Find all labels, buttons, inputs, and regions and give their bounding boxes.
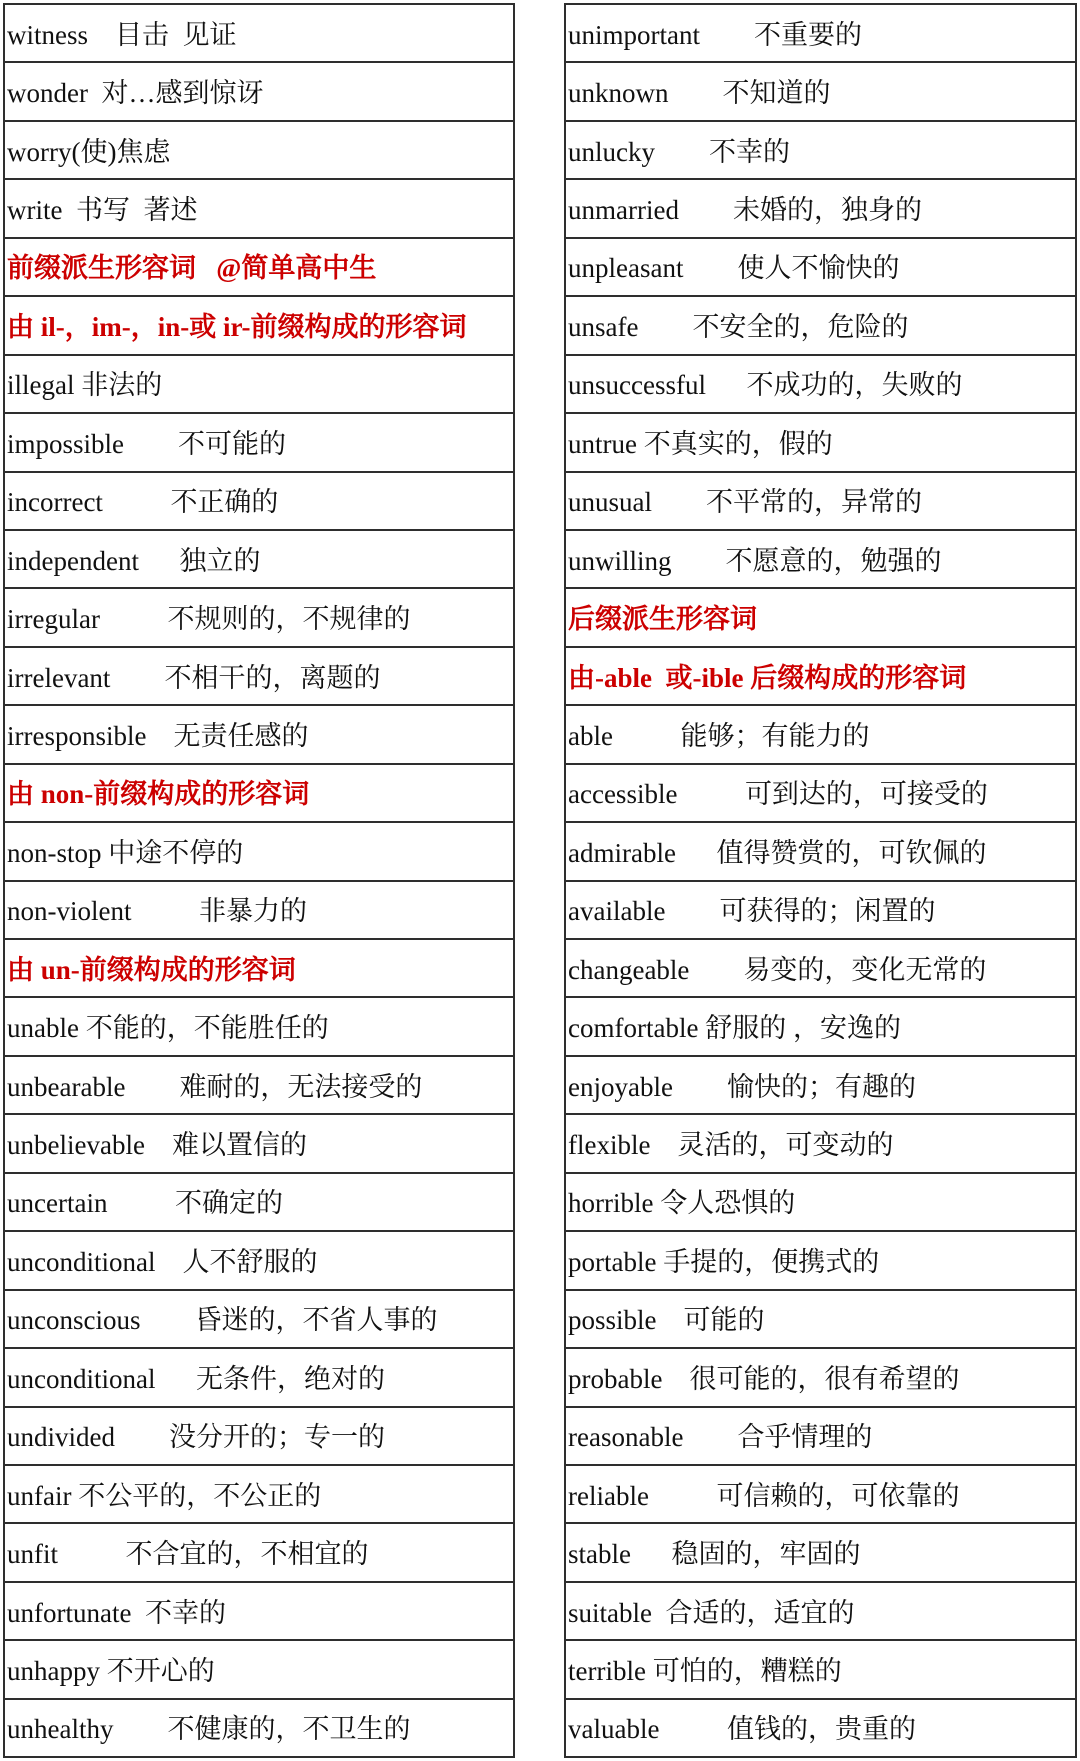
term: probable	[568, 1363, 663, 1394]
vocab-row	[566, 178, 1075, 236]
section-heading	[5, 938, 513, 996]
vocab-row	[566, 237, 1075, 295]
vocab-row	[5, 120, 513, 178]
spacing	[88, 22, 115, 49]
vocab-row	[566, 1055, 1075, 1113]
meaning: 不安全的，危险的	[692, 311, 909, 342]
term: accessible	[568, 779, 678, 810]
term: incorrect	[7, 487, 103, 518]
vocab-row	[566, 1347, 1075, 1405]
meaning: 使人不愉快的	[737, 253, 900, 284]
meaning: 很可能的，很有希望的	[689, 1363, 960, 1394]
term: unfair	[7, 1480, 72, 1511]
spacing	[662, 1366, 689, 1393]
term: unbelievable	[7, 1130, 145, 1161]
meaning: 不合宜的，不相宜的	[125, 1539, 369, 1570]
spacing	[638, 314, 692, 341]
term: unconditional	[7, 1363, 156, 1394]
vocab-row	[566, 1289, 1075, 1347]
meaning: 值钱的，贵重的	[726, 1714, 916, 1745]
meaning: 令人恐惧的	[660, 1188, 796, 1219]
spacing	[100, 1658, 107, 1685]
spacing	[62, 197, 76, 224]
term: unlucky	[568, 136, 655, 167]
term: irresponsible	[7, 720, 147, 751]
term: irrelevant	[7, 662, 111, 693]
section-heading	[566, 646, 1075, 704]
spacing	[100, 606, 168, 633]
meaning: 可能的	[683, 1305, 765, 1336]
spacing	[698, 1015, 705, 1042]
vocab-row	[566, 1230, 1075, 1288]
term: non-stop	[7, 837, 102, 868]
vocab-table-left	[3, 3, 515, 1758]
meaning: 愉快的；有趣的	[726, 1071, 916, 1102]
vocab-row	[566, 763, 1075, 821]
spacing	[673, 1074, 727, 1101]
term: flexible	[568, 1130, 651, 1161]
spacing	[683, 255, 737, 282]
meaning: 不能的，不能胜任的	[85, 1013, 329, 1044]
meaning: 无责任感的	[173, 720, 309, 751]
spacing	[677, 781, 745, 808]
meaning: 不平常的，异常的	[706, 487, 922, 518]
vocab-row	[566, 1522, 1075, 1580]
vocab-row	[5, 1698, 513, 1756]
section-heading	[5, 295, 513, 353]
term: write	[7, 195, 63, 226]
term: unconditional	[7, 1246, 156, 1277]
term: unfortunate	[7, 1597, 132, 1628]
meaning: 不确定的	[174, 1188, 283, 1219]
spacing	[613, 723, 681, 750]
term: unmarried	[568, 195, 679, 226]
vocab-row	[566, 821, 1075, 879]
term: unbearable	[7, 1071, 126, 1102]
vocab-row	[5, 1406, 513, 1464]
vocab-row	[566, 1639, 1075, 1697]
term: unable	[7, 1013, 79, 1044]
spacing	[689, 957, 743, 984]
spacing	[146, 723, 173, 750]
meaning: 可信赖的，可依靠的	[716, 1480, 960, 1511]
spacing	[646, 1658, 653, 1685]
meaning: 灵活的，可变动的	[677, 1130, 894, 1161]
vocab-row	[5, 471, 513, 529]
spacing	[155, 1366, 196, 1393]
meaning: 非暴力的	[198, 896, 307, 927]
spacing	[155, 1249, 182, 1276]
meaning: 值得赞赏的，可钦佩的	[716, 837, 987, 868]
meaning: 不正确的	[170, 487, 279, 518]
term: witness	[7, 19, 88, 50]
term: terrible	[568, 1655, 646, 1686]
term: portable	[568, 1246, 657, 1277]
meaning: 不真实的，假的	[643, 428, 833, 459]
vocab-row	[5, 1289, 513, 1347]
spacing	[131, 898, 199, 925]
vocab-row	[5, 412, 513, 470]
meaning: 不开心的	[106, 1655, 215, 1686]
vocab-row	[5, 1172, 513, 1230]
term: reasonable	[568, 1422, 684, 1453]
term: undivided	[7, 1422, 115, 1453]
spacing	[115, 1424, 169, 1451]
meaning: 对…感到惊讶	[101, 78, 264, 109]
spacing	[652, 1600, 666, 1627]
vocab-row	[5, 529, 513, 587]
meaning: 不公平的，不公正的	[78, 1480, 322, 1511]
vocab-row	[5, 704, 513, 762]
meaning: 难耐的，无法接受的	[179, 1071, 423, 1102]
spacing	[665, 898, 719, 925]
term: possible	[568, 1305, 657, 1336]
meaning: 不重要的	[753, 19, 862, 50]
vocab-row	[5, 646, 513, 704]
spacing	[655, 139, 709, 166]
meaning: 不幸的	[709, 136, 790, 167]
vocab-row	[5, 1639, 513, 1697]
vocab-row	[566, 471, 1075, 529]
meaning: 不可能的	[178, 428, 287, 459]
term: unusual	[568, 487, 652, 518]
section-heading-text: 后缀派生形容词	[568, 604, 757, 635]
meaning: 不相干的，离题的	[164, 662, 381, 693]
meaning: 不幸的	[144, 1597, 226, 1628]
term: unpleasant	[568, 253, 684, 284]
term: unhealthy	[7, 1714, 114, 1745]
spacing	[683, 1424, 737, 1451]
term: unconscious	[7, 1305, 141, 1336]
vocab-row	[566, 704, 1075, 762]
section-heading-text: 由 non-前缀构成的形容词	[7, 779, 310, 810]
term: enjoyable	[568, 1071, 673, 1102]
spacing	[71, 1483, 78, 1510]
spacing	[79, 1015, 86, 1042]
term: suitable	[568, 1597, 652, 1628]
spacing	[659, 1716, 727, 1743]
vocab-row	[566, 61, 1075, 119]
meaning: 手提的，便携式的	[663, 1246, 880, 1277]
vocab-row	[566, 412, 1075, 470]
term: wonder	[7, 78, 88, 109]
term: valuable	[568, 1714, 660, 1745]
term: unknown	[568, 78, 669, 109]
vocab-row	[5, 821, 513, 879]
meaning: 不健康的，不卫生的	[167, 1714, 411, 1745]
vocab-table-right	[564, 3, 1077, 1758]
vocab-row	[566, 5, 1075, 61]
meaning: 稳固的，牢固的	[671, 1539, 861, 1570]
vocab-row	[566, 938, 1075, 996]
vocab-row	[5, 880, 513, 938]
section-heading-text: 由 il-，im-，in-或 ir-前缀构成的形容词	[7, 311, 467, 342]
vocab-row	[566, 880, 1075, 938]
meaning: 目击 见证	[115, 19, 237, 50]
meaning: 能够；有能力的	[680, 720, 870, 751]
meaning: 可到达的，可接受的	[744, 779, 988, 810]
term: unsafe	[568, 311, 639, 342]
meaning: (使)焦虑	[71, 136, 171, 167]
spacing	[679, 197, 733, 224]
term: horrible	[568, 1188, 654, 1219]
spacing	[656, 1249, 663, 1276]
spacing	[110, 665, 164, 692]
spacing	[706, 372, 747, 399]
spacing	[669, 80, 723, 107]
vocab-row	[566, 1113, 1075, 1171]
vocab-row	[5, 354, 513, 412]
meaning: 不规则的，不规律的	[167, 604, 411, 635]
vocab-row	[566, 1406, 1075, 1464]
spacing	[107, 1190, 175, 1217]
meaning: 舒服的 ，安逸的	[705, 1013, 901, 1044]
spacing	[103, 489, 171, 516]
vocab-row	[566, 1581, 1075, 1639]
section-heading	[5, 237, 513, 295]
vocab-row	[5, 1464, 513, 1522]
spacing	[676, 840, 717, 867]
vocab-row	[5, 996, 513, 1054]
term: independent	[7, 545, 139, 576]
section-heading-text: 由 un-前缀构成的形容词	[7, 954, 296, 985]
term: worry	[7, 136, 72, 167]
vocab-row	[566, 354, 1075, 412]
term: admirable	[568, 837, 676, 868]
meaning: 不愿意的，勉强的	[725, 545, 942, 576]
term: comfortable	[568, 1013, 699, 1044]
meaning: 人不舒服的	[182, 1246, 318, 1277]
spacing	[102, 840, 109, 867]
spacing	[124, 431, 178, 458]
spacing	[657, 1307, 684, 1334]
spacing	[145, 1132, 172, 1159]
meaning: 合适的，适宜的	[665, 1597, 855, 1628]
vocab-row	[5, 61, 513, 119]
spacing	[139, 548, 180, 575]
section-heading-text: 前缀派生形容词 @简单高中生	[7, 253, 377, 284]
spacing	[58, 1541, 126, 1568]
spacing	[653, 1190, 660, 1217]
term: untrue	[568, 428, 637, 459]
term: unhappy	[7, 1655, 100, 1686]
spacing	[140, 1307, 194, 1334]
vocab-row	[566, 1172, 1075, 1230]
meaning: 合乎情理的	[737, 1422, 873, 1453]
spacing	[652, 489, 706, 516]
meaning: 未婚的，独身的	[732, 195, 922, 226]
term: stable	[568, 1539, 631, 1570]
meaning: 没分开的；专一的	[169, 1422, 385, 1453]
vocab-row	[566, 529, 1075, 587]
meaning: 难以置信的	[171, 1130, 307, 1161]
spacing	[88, 80, 102, 107]
meaning: 书写 著述	[75, 195, 198, 226]
spacing	[700, 22, 754, 49]
term: available	[568, 896, 666, 927]
term: unimportant	[568, 19, 700, 50]
meaning: 可获得的；闲置的	[719, 896, 936, 927]
term: non-violent	[7, 896, 132, 927]
vocab-row	[5, 1055, 513, 1113]
vocab-row	[566, 1464, 1075, 1522]
meaning: 昏迷的，不省人事的	[194, 1305, 438, 1336]
spacing	[113, 1716, 167, 1743]
vocab-row	[5, 178, 513, 236]
spacing	[649, 1483, 717, 1510]
meaning: 易变的，变化无常的	[743, 954, 987, 985]
meaning: 不成功的，失败的	[746, 370, 963, 401]
spacing	[125, 1074, 179, 1101]
spacing	[131, 1600, 145, 1627]
meaning: 可怕的，糟糕的	[652, 1655, 842, 1686]
vocab-row	[5, 1581, 513, 1639]
section-heading	[566, 587, 1075, 645]
meaning: 无条件，绝对的	[195, 1363, 385, 1394]
vocab-row	[5, 1230, 513, 1288]
term: illegal	[7, 370, 75, 401]
vocab-row	[566, 996, 1075, 1054]
term: impossible	[7, 428, 125, 459]
vocab-row	[5, 1522, 513, 1580]
term: unsuccessful	[568, 370, 706, 401]
vocab-row	[566, 120, 1075, 178]
vocab-row	[5, 587, 513, 645]
term: unwilling	[568, 545, 672, 576]
meaning: 中途不停的	[108, 837, 244, 868]
vocab-row	[5, 5, 513, 61]
spacing	[74, 372, 81, 399]
vocab-row	[566, 1698, 1075, 1756]
spacing	[672, 548, 726, 575]
term: unfit	[7, 1539, 58, 1570]
spacing	[631, 1541, 672, 1568]
term: uncertain	[7, 1188, 108, 1219]
meaning: 非法的	[81, 370, 163, 401]
term: changeable	[568, 954, 690, 985]
vocab-row	[5, 1113, 513, 1171]
meaning: 独立的	[179, 545, 261, 576]
section-heading-text: 由-able 或-ible 后缀构成的形容词	[568, 662, 967, 693]
spacing	[650, 1132, 677, 1159]
vocab-row	[566, 295, 1075, 353]
term: irregular	[7, 604, 100, 635]
vocab-row	[5, 1347, 513, 1405]
spacing	[637, 431, 644, 458]
term: able	[568, 720, 613, 751]
term: reliable	[568, 1480, 649, 1511]
section-heading	[5, 763, 513, 821]
meaning: 不知道的	[722, 78, 831, 109]
